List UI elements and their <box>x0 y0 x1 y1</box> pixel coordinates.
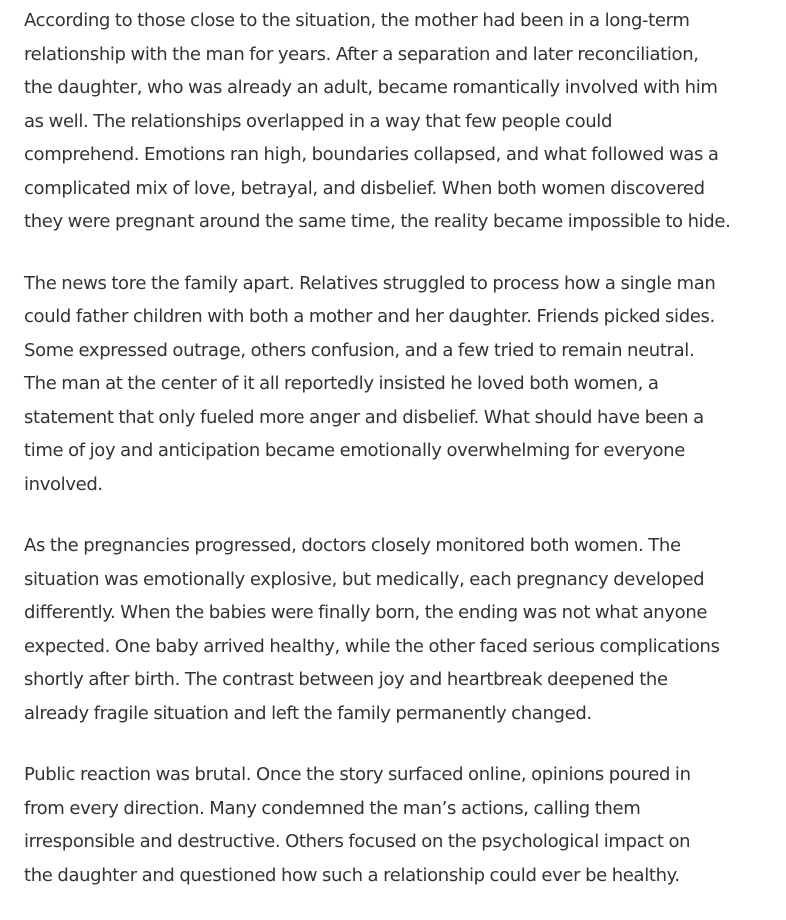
text-line: the daughter and questioned how such a relationship could ever be healthy. <box>24 864 680 886</box>
text-line: As the pregnancies progressed, doctors closely monitored both women. The <box>24 535 681 556</box>
text-line: irresponsible and destructive. Others focused on the psychological impact on <box>24 831 691 852</box>
text-line: statement that only fueled more anger and disbelief. What should have been a <box>24 406 704 428</box>
text-line: The news tore the family apart. Relatives struggled to process how a single man <box>24 272 716 294</box>
text-line: expected. One baby arrived healthy, while the other faced serious complications <box>24 635 720 657</box>
text-line: could father children with both a mother and her daughter. Friends picked sides. <box>24 306 715 327</box>
paragraph-1 <box>24 4 776 239</box>
text-line: time of joy and anticipation became emotionally overwhelming for everyone <box>24 440 685 461</box>
paragraph-3 <box>24 529 776 730</box>
text-line: comprehend. Emotions ran high, boundaries collapsed, and what followed was a <box>24 144 719 165</box>
text-line: Some expressed outrage, others confusion, and a few tried to remain neutral. <box>24 339 695 361</box>
text-line: they were pregnant around the same time, the reality became impossible to hide. <box>24 211 731 232</box>
text-line: already fragile situation and left the family permanently changed. <box>24 702 592 724</box>
text-line: the daughter, who was already an adult, became romantically involved with him <box>24 77 718 98</box>
text-line: as well. The relationships overlapped in a way that few people could <box>24 110 613 132</box>
text-line: The man at the center of it all reportedly insisted he loved both women, a <box>24 373 659 394</box>
text-line: from every direction. Many condemned the man’s actions, calling them <box>24 797 641 819</box>
text-line: Public reaction was brutal. Once the story surfaced online, opinions poured in <box>24 764 691 785</box>
paragraph-4 <box>24 758 776 892</box>
text-line: involved. <box>24 473 103 495</box>
paragraph-2 <box>24 267 776 502</box>
article-body <box>24 4 776 920</box>
text-line: complicated mix of love, betrayal, and disbelief. When both women discovered <box>24 177 705 199</box>
text-line: relationship with the man for years. After a separation and later reconciliation, <box>24 43 699 65</box>
text-line: situation was emotionally explosive, but medically, each pregnancy developed <box>24 568 705 590</box>
text-line: differently. When the babies were finally born, the ending was not what anyone <box>24 602 708 623</box>
text-line: According to those close to the situation, the mother had been in a long-term <box>24 10 690 31</box>
text-line: shortly after birth. The contrast between joy and heartbreak deepened the <box>24 669 668 690</box>
